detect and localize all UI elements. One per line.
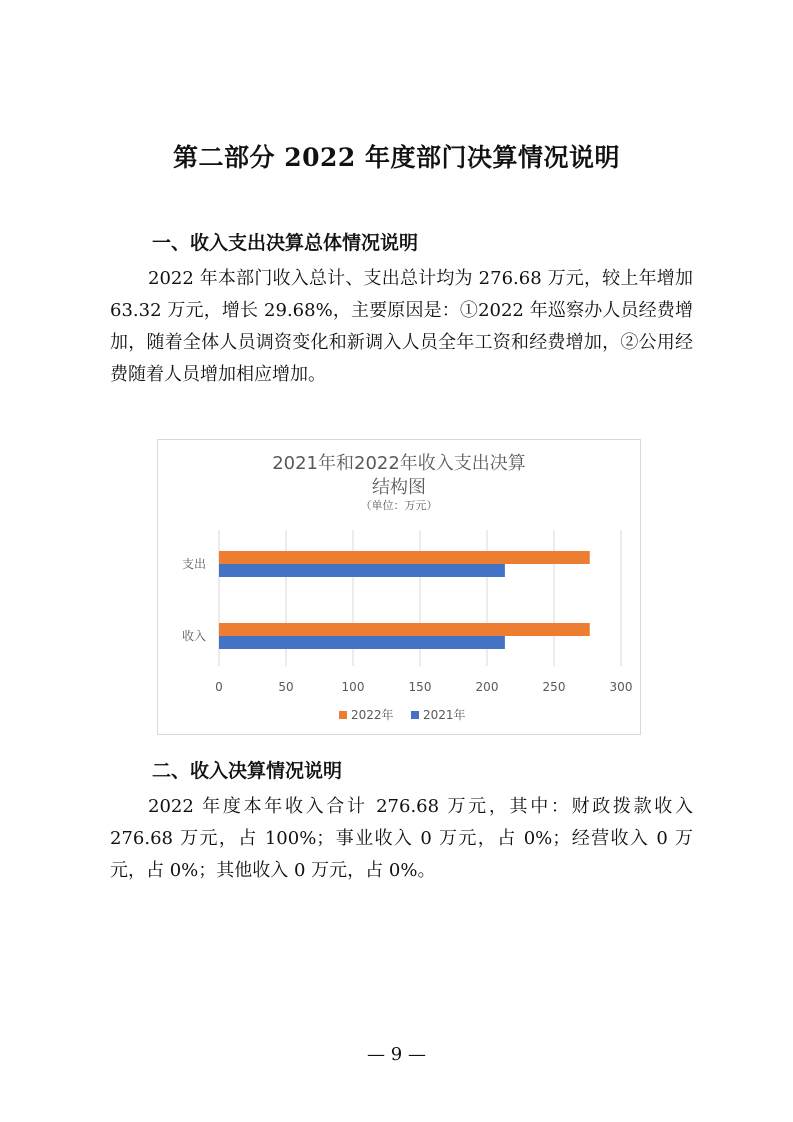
- income-expenditure-chart: [157, 439, 641, 735]
- page-title: 第二部分 2022 年度部门决算情况说明: [173, 143, 620, 172]
- chart-title-line: 2021年和2022年收入支出决算: [272, 453, 526, 474]
- bar-2021-income: [219, 636, 505, 649]
- x-tick-label: 0: [215, 680, 223, 694]
- chart-canvas: [158, 440, 640, 734]
- x-tick-label: 250: [542, 680, 566, 694]
- x-tick-label: 200: [475, 680, 499, 694]
- bar-2022-expenditure: [219, 551, 590, 564]
- legend-label: 2021年: [423, 708, 466, 722]
- page-number: — 9 —: [367, 1044, 426, 1065]
- x-tick-label: 50: [278, 680, 294, 694]
- section-heading-income-detail: 二、收入决算情况说明: [152, 760, 343, 782]
- y-category-label: 支出: [181, 557, 206, 571]
- legend-label: 2022年: [351, 708, 394, 722]
- bar-2021-expenditure: [219, 564, 505, 577]
- bar-2022-income: [219, 623, 590, 636]
- legend-swatch: [339, 711, 347, 719]
- chart-title-line: 结构图: [372, 477, 426, 498]
- chart-subtitle: （单位：万元）: [360, 499, 438, 512]
- paragraph-income-expenditure-overview: 2022 年本部门收入总计、支出总计均为 276.68 万元，较上年增加 63.32 万元，增长 29.68%，主要原因是：①2022 年巡察办人员经费增加，随着全体人员调资变化和新调入人员全年工资和经费增加，②公用经费随着人员增加相应增加。: [110, 268, 693, 385]
- paragraph-income-detail: 2022 年度本年收入合计 276.68 万元，其中：财政拨款收入 276.68 万元，占 100%；事业收入 0 万元，占 0%；经营收入 0 万元，占 0%；其他收入 0 万元，占 0%。: [110, 796, 693, 881]
- x-tick-label: 300: [609, 680, 633, 694]
- section-heading-income-expenditure-overview: 一、收入支出决算总体情况说明: [152, 232, 419, 254]
- x-tick-label: 150: [408, 680, 432, 694]
- legend-swatch: [411, 711, 419, 719]
- x-tick-label: 100: [341, 680, 365, 694]
- y-category-label: 收入: [181, 629, 206, 643]
